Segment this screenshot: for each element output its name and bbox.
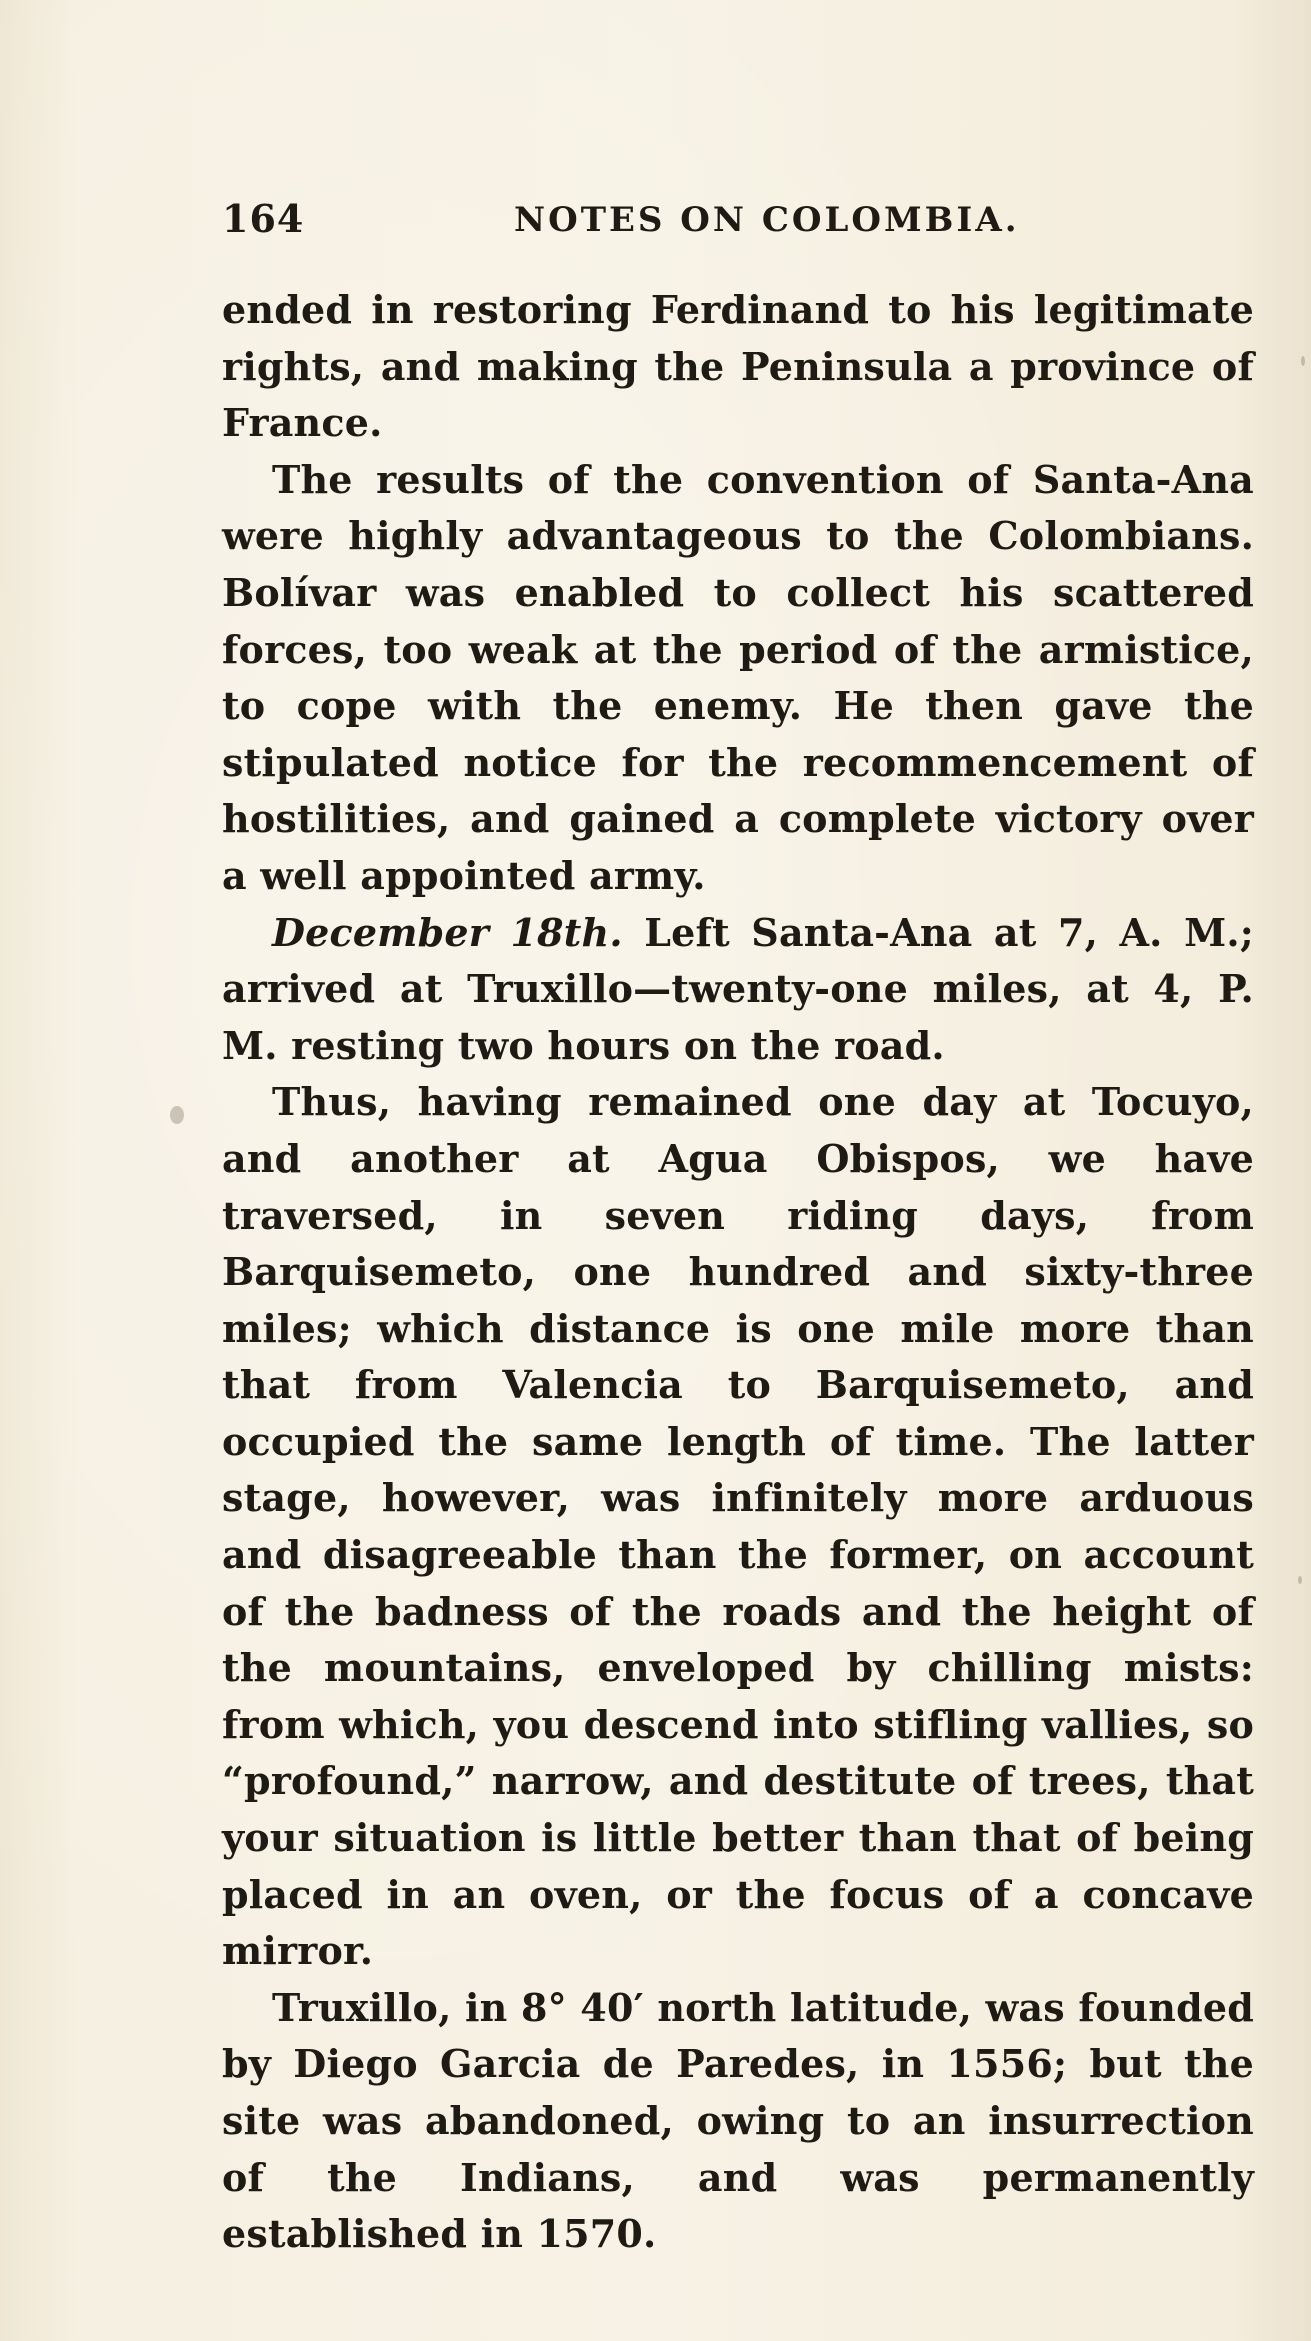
foxing-spot: [170, 1106, 184, 1124]
running-head: NOTES ON COLOMBIA.: [514, 200, 1020, 240]
body-text: [222, 282, 1254, 2263]
page-number: 164: [222, 196, 305, 241]
paragraph-1: ended in restoring Ferdinand to his legitimate rights, and making the Peninsula a province of France.: [222, 287, 1254, 446]
paragraph-4: Thus, having remained one day at Tocuyo, and another at Agua Obispos, we have traversed, in seven riding days, from Barquisemeto, one hundred and sixty-three miles; which distance is one mile more than that from Valencia to Barquisemeto, and occupied the same length of time. The latter stage, however, was infinitely more arduous and disagreeable than the former, on account of the badness of the roads and the height of the mountains, enveloped by chilling mists: from which, you descend into stifling vallies, so “profound,” narrow, and destitute of trees, that your situation is little better than that of being placed in an oven, or the focus of a concave mirror.: [222, 1079, 1254, 1974]
paragraph-3: [222, 905, 1254, 1075]
margin-mark: [1298, 1576, 1302, 1584]
paragraph-3-text: Left Santa-Ana at 7, A. M.; arrived at Truxillo—twenty-one miles, at 4, P. M. resting two hours on the road.: [222, 909, 1254, 1068]
paragraph-2: The results of the convention of Santa-Ana were highly advantageous to the Colombians. Bolívar was enabled to collect his scattered forces, too weak at the period of the armistice, to cope with the enemy. He then gave the stipulated notice for the recommencement of hostilities, and gained a complete victory over a well appointed army.: [222, 456, 1254, 898]
page-header: [222, 196, 1252, 246]
margin-mark: [1301, 356, 1305, 366]
diary-date: December 18th.: [272, 909, 623, 955]
paragraph-5: Truxillo, in 8° 40′ north latitude, was founded by Diego Garcia de Paredes, in 1556; but the site was abandoned, owing to an insurrection of the Indians, and was permanently established in 1570.: [222, 1984, 1254, 2257]
